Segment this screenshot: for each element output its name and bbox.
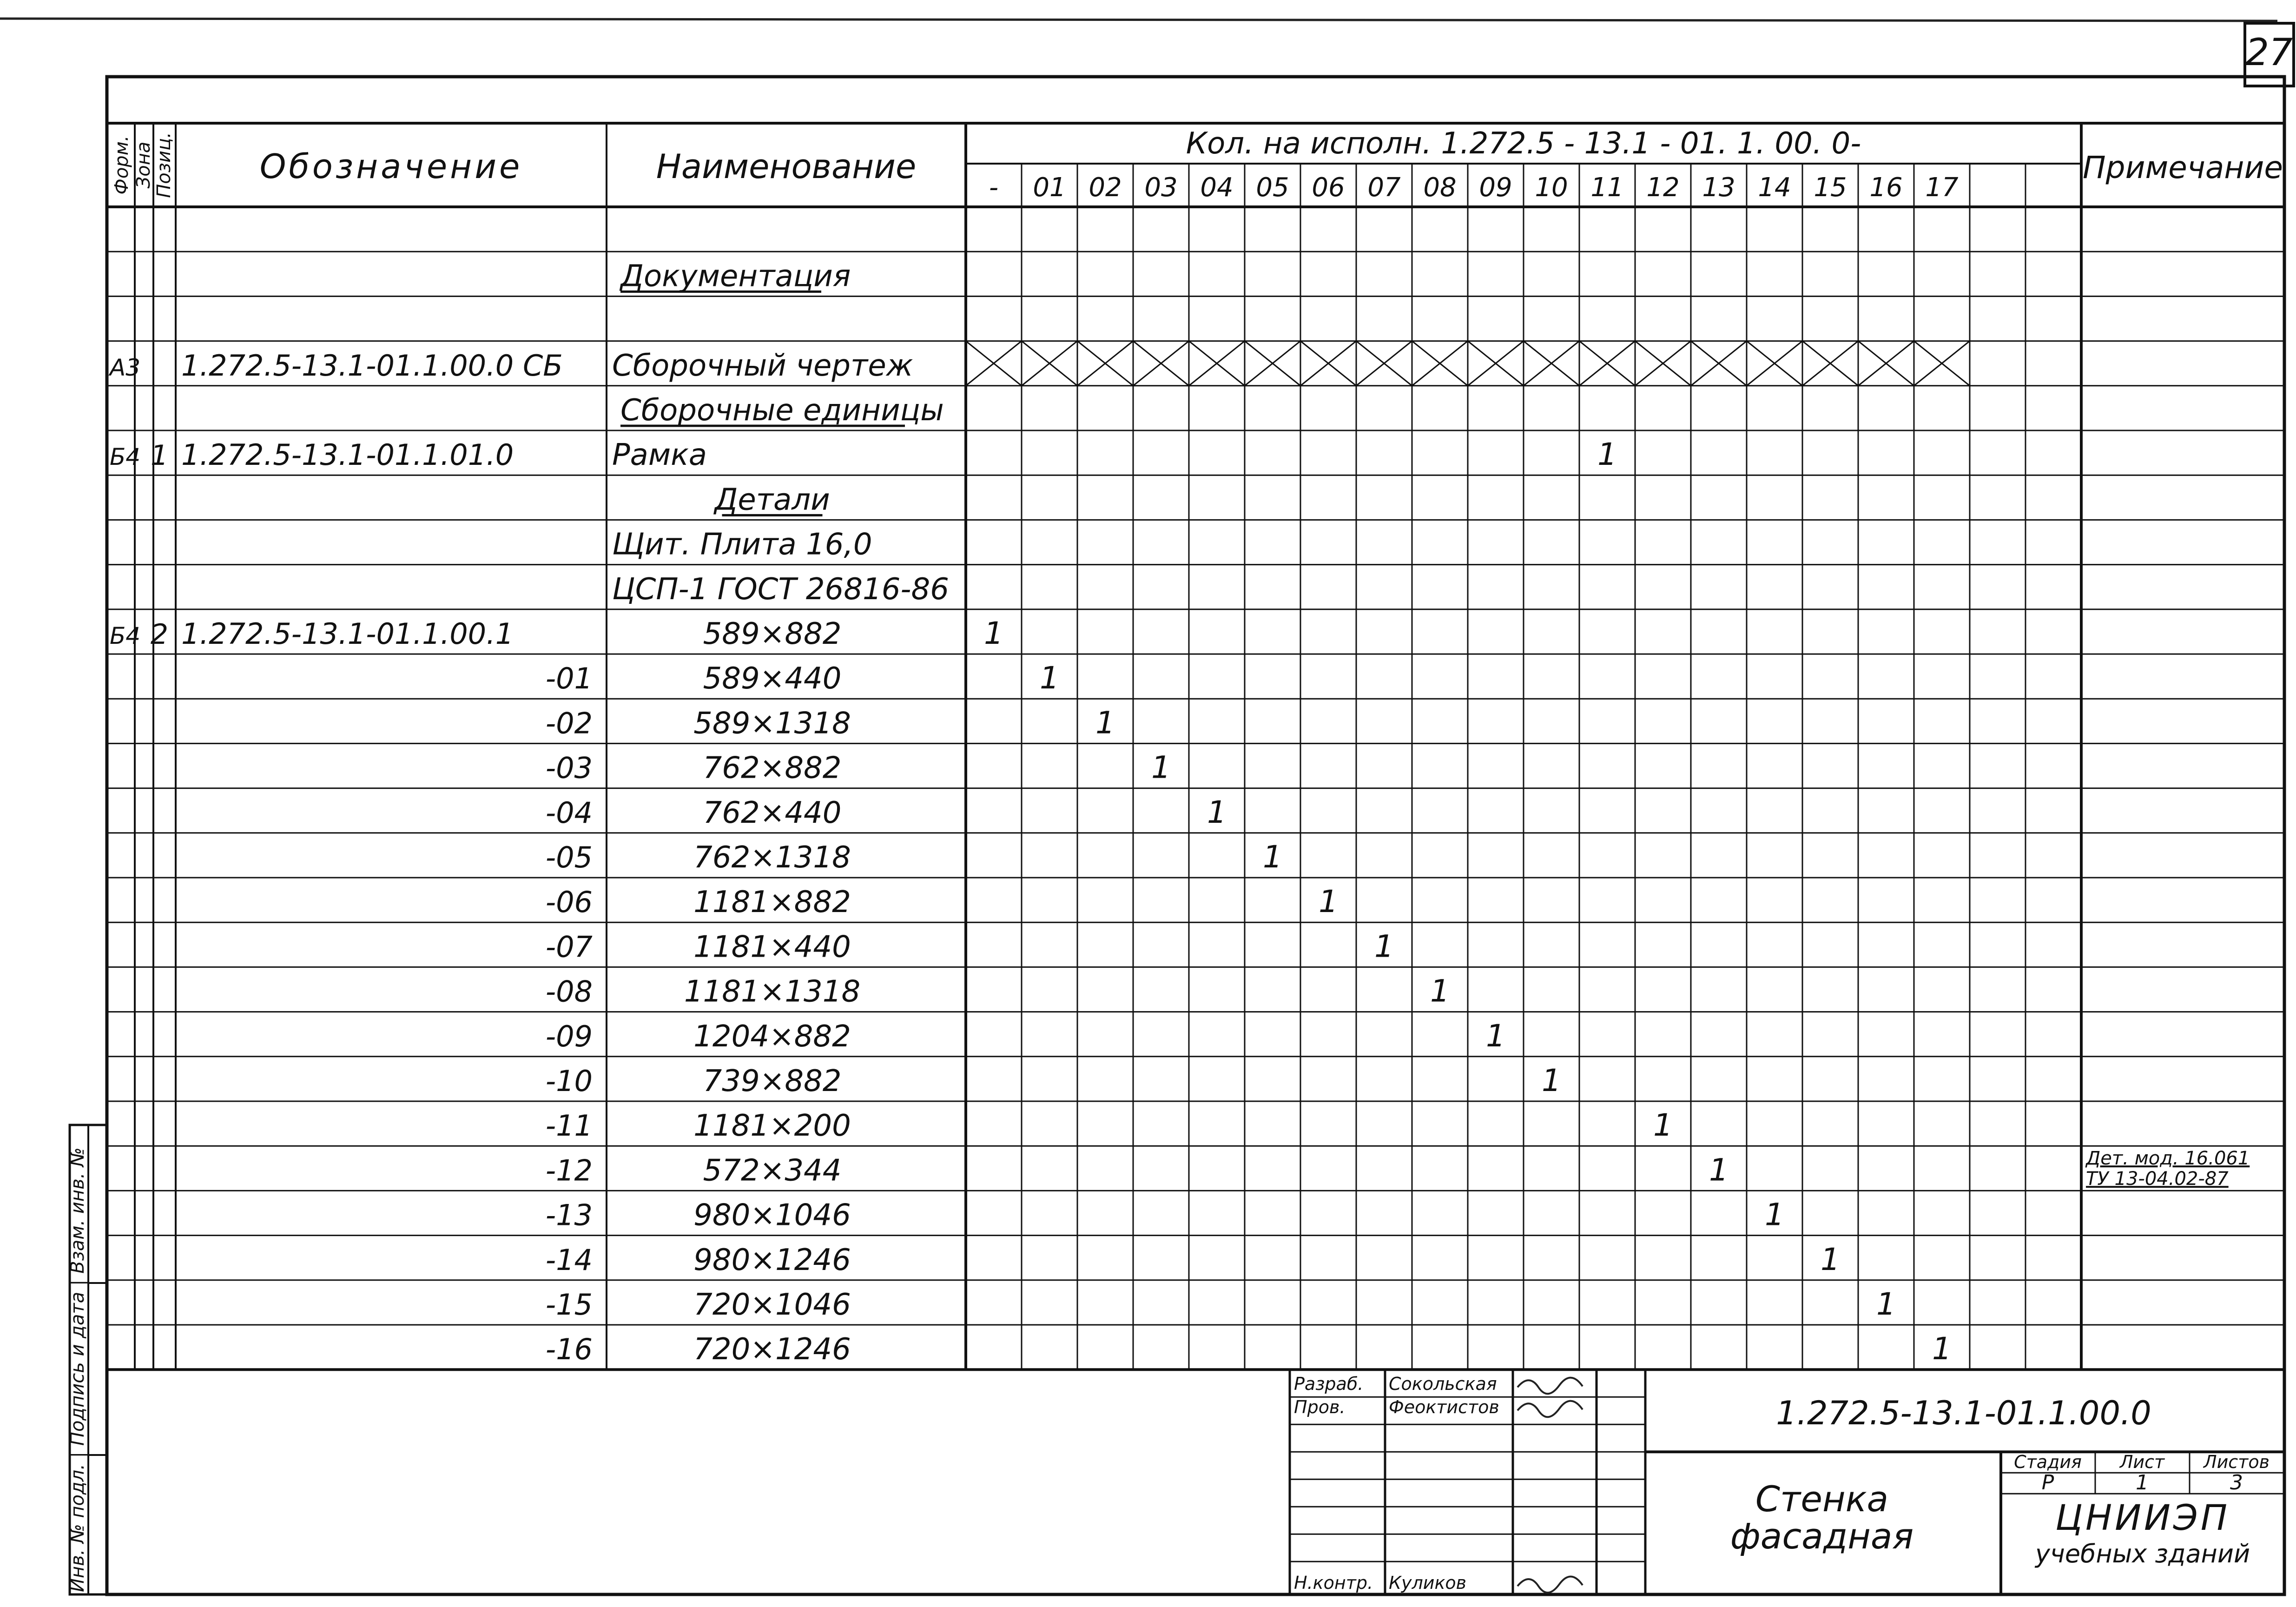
row-name: 589×1318 [693,706,851,741]
qty-value: 1 [1709,1152,1729,1188]
qty-column-header: 04 [1200,172,1234,203]
row-designation: -09 [545,1019,593,1053]
row-designation: -12 [545,1153,593,1188]
header-zone-wrap [133,142,154,189]
qty-value: 1 [1653,1107,1673,1144]
qty-column-header: 07 [1367,172,1401,203]
row-name: 980×1046 [693,1198,851,1233]
header-name: Наименование [656,147,917,186]
row-name: 572×344 [703,1153,842,1188]
qty-value: 1 [1319,884,1338,920]
header-format-wrap [111,135,132,194]
role-label: Н.контр. [1294,1573,1373,1593]
qty-column-header: 08 [1423,172,1457,203]
qty-column-header: 12 [1646,172,1680,203]
qty-column-header: 16 [1869,172,1903,203]
header-format: Форм. [111,135,132,195]
row-name: Сборочные единицы [620,393,944,428]
row-designation: -16 [545,1332,593,1367]
header-pos-wrap [153,132,175,198]
qty-value: 1 [1040,660,1059,696]
row-name: 762×440 [703,795,842,830]
title-doc-code: 1.272.5-13.1-01.1.00.0 [1776,1394,2151,1433]
signature-mark [1517,1576,1583,1593]
role-label: Пров. [1294,1397,1346,1418]
role-label: Разраб. [1294,1374,1364,1395]
row-designation: -03 [545,751,593,785]
qty-column-header: 09 [1479,172,1512,203]
row-name: 1181×200 [693,1109,851,1144]
qty-value: 1 [1542,1063,1561,1098]
row-designation: -06 [545,885,593,919]
row-note: ТУ 13-04.02-87 [2086,1168,2229,1190]
header-pos: Позиц. [153,132,175,198]
row-name: 762×1318 [693,840,851,875]
row-designation: -13 [545,1198,593,1232]
top-border-line [0,19,2277,21]
qty-column-header: 02 [1089,172,1122,203]
header-qty-title: Кол. на исполн. 1.272.5 - 13.1 - 01. 1. 00. 0- [1186,126,1861,161]
qty-value: 1 [1207,794,1227,830]
row-name: 589×882 [703,617,842,651]
qty-column-header: 11 [1590,172,1624,203]
qty-value: 1 [1932,1331,1952,1367]
row-designation: -08 [545,974,593,1009]
title-item-name-2: фасадная [1730,1515,1914,1557]
qty-value: 1 [1374,928,1394,965]
row-format: А3 [110,354,141,381]
row-format: Б4 [110,443,141,471]
title-block [1290,1369,2284,1594]
stage-label: Стадия [2014,1452,2082,1473]
row-name: 589×440 [703,661,842,696]
qty-value: 1 [1597,436,1617,473]
row-designation: -01 [545,661,593,696]
qty-value: 1 [1765,1197,1784,1233]
row-designation: -02 [545,706,593,741]
qty-value: 1 [1486,1018,1505,1054]
qty-column-header: - [989,172,999,203]
qty-value: 1 [1263,839,1282,875]
row-name: 1181×882 [693,885,851,920]
signature-mark [1517,1378,1583,1394]
sheets-value: 3 [2230,1471,2243,1495]
side-stamp-text: Инв. № подл. | Подпись и дата | Взам. инв. № [67,1147,88,1592]
row-designation: 1.272.5-13.1-01.1.00.0 СБ [181,348,563,383]
row-name: 1181×440 [693,930,851,965]
row-name: ЦСП-1 ГОСТ 26816-86 [612,572,949,607]
row-name: 762×882 [703,751,842,786]
row-name: Документация [620,259,851,294]
row-name: Сборочный чертеж [612,348,913,383]
row-name: 1204×882 [693,1019,851,1054]
row-designation: 1.272.5-13.1-01.1.00.1 [181,617,514,651]
row-designation: -15 [545,1288,593,1322]
specification-table [107,123,2284,1369]
side-stamp-text-wrap [67,1147,88,1592]
org-name: ЦНИИЭП [2055,1497,2230,1539]
row-name: Щит. Плита 16,0 [612,527,872,562]
sheets-label: Листов [2204,1452,2270,1473]
row-name: 980×1246 [693,1243,851,1277]
header-designation: Обозначение [259,147,523,186]
role-surname: Куликов [1389,1573,1467,1593]
sheet-value: 1 [2136,1471,2149,1495]
qty-value: 1 [984,615,1003,651]
role-surname: Феоктистов [1389,1397,1499,1418]
row-designation: -10 [545,1064,593,1098]
qty-value: 1 [1430,973,1450,1009]
signature-mark [1517,1401,1583,1417]
role-surname: Сокольская [1389,1374,1497,1395]
stage-value: Р [2041,1471,2054,1495]
outer-frame [107,77,2284,1594]
row-note: Дет. мод. 16.061 [2086,1148,2250,1170]
title-item-name-1: Стенка [1755,1478,1889,1520]
row-position: 1 [150,439,168,472]
row-name: 720×1046 [693,1288,851,1322]
row-name: Рамка [612,438,707,473]
header-zone: Зона [133,141,154,189]
row-designation: -14 [545,1243,593,1277]
row-designation: -05 [545,840,593,874]
row-designation: -07 [545,930,593,964]
sheet-label: Лист [2119,1452,2165,1473]
row-position: 2 [150,618,168,651]
qty-column-header: 10 [1535,172,1568,203]
qty-column-header: 06 [1312,172,1345,203]
row-designation: 1.272.5-13.1-01.1.01.0 [181,438,514,472]
header-note: Примечание [2083,150,2283,185]
row-name: Детали [714,483,830,517]
org-subtitle: учебных зданий [2035,1539,2250,1569]
qty-column-header: 13 [1702,172,1735,203]
qty-column-header: 17 [1925,172,1959,203]
sheet-number: 27 [2245,31,2293,74]
row-format: Б4 [110,622,141,649]
qty-value: 1 [1151,749,1171,786]
side-stamp [67,1125,107,1594]
qty-column-header: 15 [1814,172,1847,203]
qty-value: 1 [1876,1286,1896,1322]
row-name: 720×1246 [693,1332,851,1367]
qty-column-header: 05 [1256,172,1289,203]
qty-column-header: 14 [1758,172,1791,203]
qty-column-header: 01 [1033,172,1066,203]
qty-value: 1 [1095,705,1115,741]
qty-value: 1 [1821,1241,1840,1277]
row-designation: -11 [545,1109,593,1143]
row-name: 1181×1318 [684,974,861,1009]
qty-column-header: 03 [1144,172,1178,203]
row-designation: -04 [545,795,593,830]
row-name: 739×882 [703,1064,842,1098]
